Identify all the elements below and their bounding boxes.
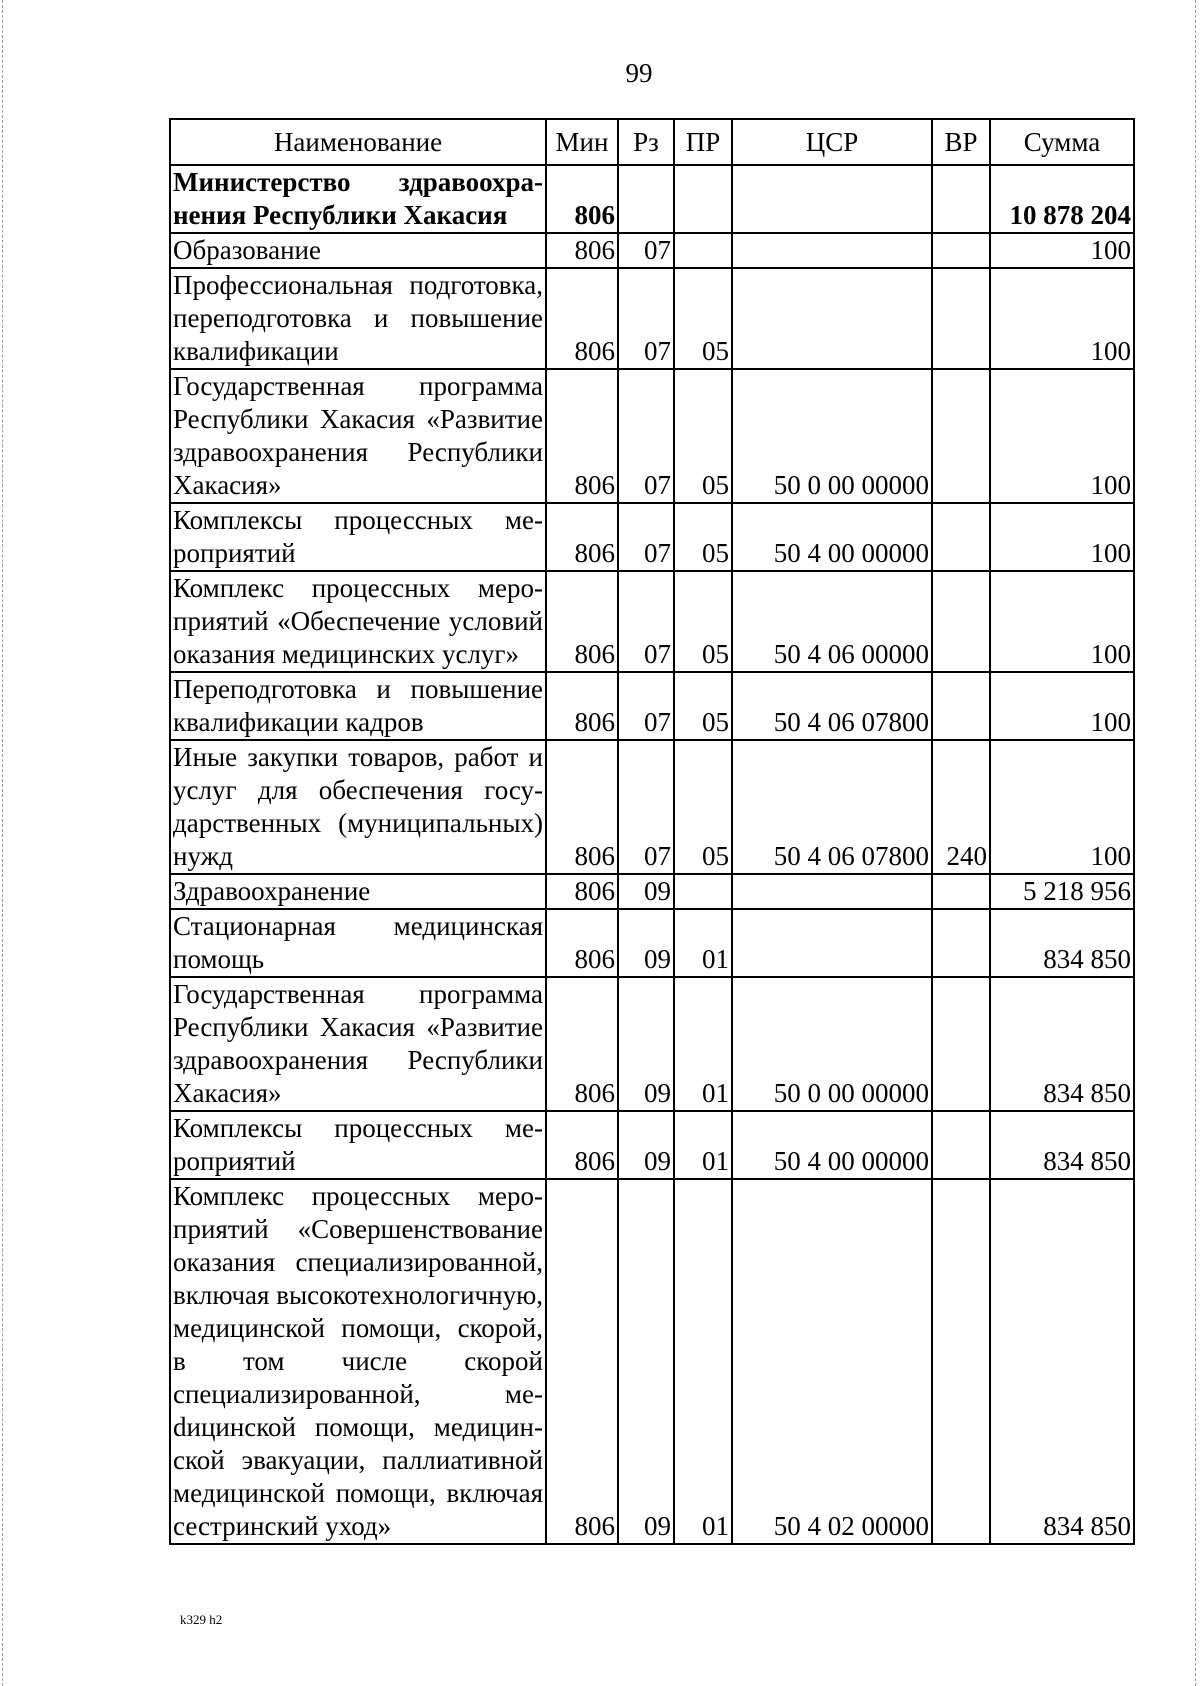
row-pr-cell — [674, 874, 732, 909]
row-pr-cell: 05 — [674, 503, 732, 571]
row-sum-cell: 834 850 — [990, 977, 1134, 1111]
row-name-cell: Комплекс процессных мероприятий «Совершенствование оказания специализированной, включая высокотехнологичную, медицинской помощи, скорой, в том числе скорой специализированной, меdицинской помощи, медицинской эвакуации, паллиативной медицинской помощи, включая сестринский уход» — [170, 1179, 546, 1544]
row-vr-cell — [932, 369, 990, 503]
table-header-row — [170, 119, 1134, 165]
row-sum-cell: 10 878 204 — [990, 165, 1134, 233]
table-row — [170, 503, 1134, 571]
row-csr-cell — [732, 268, 932, 369]
row-name-cell: Государственная программа Республики Хакасия «Развитие здравоохранения Республики Хакасия» — [170, 977, 546, 1111]
row-min-cell: 806 — [546, 571, 618, 672]
row-min-cell: 806 — [546, 1111, 618, 1179]
row-rz-cell: 09 — [618, 909, 674, 977]
row-name-cell: Иные закупки товаров, работ и услуг для обеспечения государственных (муниципальных) нужд — [170, 740, 546, 874]
row-sum-cell: 100 — [990, 233, 1134, 268]
row-min-cell: 806 — [546, 268, 618, 369]
row-rz-cell: 07 — [618, 268, 674, 369]
row-csr-cell: 50 0 00 00000 — [732, 977, 932, 1111]
row-rz-cell: 07 — [618, 672, 674, 740]
table-row — [170, 165, 1134, 233]
row-rz-cell: 07 — [618, 369, 674, 503]
row-rz-cell: 07 — [618, 503, 674, 571]
row-sum-cell: 100 — [990, 740, 1134, 874]
row-pr-cell: 01 — [674, 1179, 732, 1544]
row-vr-cell — [932, 268, 990, 369]
page-edge-left — [2, 0, 3, 1686]
row-vr-cell — [932, 503, 990, 571]
row-rz-cell — [618, 165, 674, 233]
row-csr-cell: 50 4 06 00000 — [732, 571, 932, 672]
row-csr-cell: 50 4 00 00000 — [732, 503, 932, 571]
table-row — [170, 571, 1134, 672]
row-csr-cell — [732, 874, 932, 909]
header-name: Наименование — [170, 119, 546, 165]
row-name-cell: Министерство здравоохранения Республики Хакасия — [170, 165, 546, 233]
row-vr-cell — [932, 909, 990, 977]
row-sum-cell: 100 — [990, 672, 1134, 740]
row-vr-cell — [932, 977, 990, 1111]
table-row — [170, 369, 1134, 503]
row-pr-cell: 05 — [674, 571, 732, 672]
row-min-cell: 806 — [546, 503, 618, 571]
table-row — [170, 233, 1134, 268]
row-pr-cell: 01 — [674, 977, 732, 1111]
row-pr-cell: 05 — [674, 740, 732, 874]
table-row — [170, 268, 1134, 369]
row-vr-cell — [932, 874, 990, 909]
table-row — [170, 1179, 1134, 1544]
table-row — [170, 977, 1134, 1111]
row-sum-cell: 100 — [990, 503, 1134, 571]
row-rz-cell: 09 — [618, 977, 674, 1111]
row-min-cell: 806 — [546, 1179, 618, 1544]
row-pr-cell: 05 — [674, 268, 732, 369]
row-csr-cell: 50 0 00 00000 — [732, 369, 932, 503]
row-min-cell: 806 — [546, 874, 618, 909]
row-vr-cell — [932, 165, 990, 233]
row-vr-cell: 240 — [932, 740, 990, 874]
row-csr-cell — [732, 909, 932, 977]
row-sum-cell: 100 — [990, 268, 1134, 369]
row-min-cell: 806 — [546, 672, 618, 740]
row-name-cell: Комплексы процессных мероприятий — [170, 1111, 546, 1179]
row-min-cell: 806 — [546, 977, 618, 1111]
row-sum-cell: 100 — [990, 369, 1134, 503]
row-sum-cell: 834 850 — [990, 1179, 1134, 1544]
row-rz-cell: 07 — [618, 571, 674, 672]
row-name-cell: Профессиональная подготовка, переподготовка и повышение квалификации — [170, 268, 546, 369]
row-rz-cell: 07 — [618, 740, 674, 874]
row-rz-cell: 07 — [618, 233, 674, 268]
header-rz: Рз — [618, 119, 674, 165]
table-row — [170, 740, 1134, 874]
budget-table — [169, 118, 1135, 1545]
row-pr-cell: 05 — [674, 672, 732, 740]
row-pr-cell: 01 — [674, 1111, 732, 1179]
row-sum-cell: 834 850 — [990, 1111, 1134, 1179]
table-row — [170, 874, 1134, 909]
row-rz-cell: 09 — [618, 1179, 674, 1544]
row-pr-cell — [674, 233, 732, 268]
row-vr-cell — [932, 233, 990, 268]
row-pr-cell: 01 — [674, 909, 732, 977]
table-row — [170, 909, 1134, 977]
page-edge-right — [1195, 0, 1196, 1686]
page-number: 99 — [625, 58, 653, 88]
row-min-cell: 806 — [546, 740, 618, 874]
table-body — [170, 165, 1134, 1544]
row-csr-cell — [732, 233, 932, 268]
table-row — [170, 672, 1134, 740]
row-min-cell: 806 — [546, 369, 618, 503]
row-sum-cell: 5 218 956 — [990, 874, 1134, 909]
row-name-cell: Комплексы процессных мероприятий — [170, 503, 546, 571]
row-rz-cell: 09 — [618, 1111, 674, 1179]
row-name-cell: Здравоохранение — [170, 874, 546, 909]
row-pr-cell — [674, 165, 732, 233]
header-csr: ЦСР — [732, 119, 932, 165]
row-csr-cell: 50 4 02 00000 — [732, 1179, 932, 1544]
table-row — [170, 1111, 1134, 1179]
row-vr-cell — [932, 1179, 990, 1544]
row-pr-cell: 05 — [674, 369, 732, 503]
header-sum: Сумма — [990, 119, 1134, 165]
row-vr-cell — [932, 672, 990, 740]
row-name-cell: Образование — [170, 233, 546, 268]
footer-code: k329 h2 — [180, 1612, 223, 1627]
row-csr-cell: 50 4 06 07800 — [732, 672, 932, 740]
header-pr: ПР — [674, 119, 732, 165]
row-name-cell: Комплекс процессных мероприятий «Обеспечение условий оказания медицинских услуг» — [170, 571, 546, 672]
row-min-cell: 806 — [546, 909, 618, 977]
row-csr-cell: 50 4 06 07800 — [732, 740, 932, 874]
header-min: Мин — [546, 119, 618, 165]
row-csr-cell: 50 4 00 00000 — [732, 1111, 932, 1179]
row-vr-cell — [932, 1111, 990, 1179]
row-name-cell: Переподготовка и повышение квалификации кадров — [170, 672, 546, 740]
row-name-cell: Государственная программа Республики Хакасия «Развитие здравоохранения Республики Хакасия» — [170, 369, 546, 503]
row-name-cell: Стационарная медицинская помощь — [170, 909, 546, 977]
header-vr: ВР — [932, 119, 990, 165]
row-min-cell: 806 — [546, 233, 618, 268]
row-sum-cell: 834 850 — [990, 909, 1134, 977]
row-vr-cell — [932, 571, 990, 672]
row-min-cell: 806 — [546, 165, 618, 233]
row-rz-cell: 09 — [618, 874, 674, 909]
row-csr-cell — [732, 165, 932, 233]
row-sum-cell: 100 — [990, 571, 1134, 672]
